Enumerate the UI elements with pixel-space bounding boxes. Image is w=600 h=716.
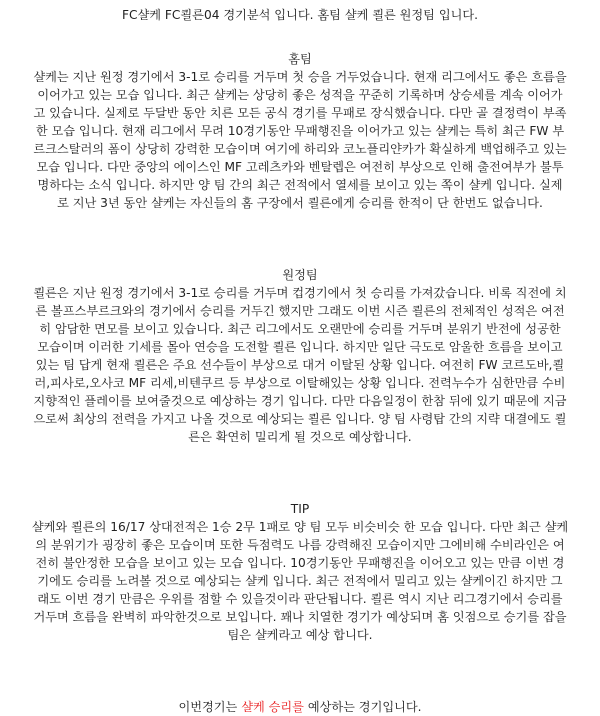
verdict-suffix: 예상하는 경기입니다. <box>303 700 422 714</box>
home-team-heading: 홈팀 <box>288 52 312 66</box>
verdict-prefix: 이번경기는 <box>178 700 242 714</box>
text-line: 기에도 승리를 노려볼 것으로 예상되는 샬케 입니다. 최근 전적에서 밀리고 있는 샬케이긴 하지만 그 <box>37 574 563 588</box>
spacer <box>6 212 594 266</box>
text-line: 의 분위기가 굉장히 좋은 모습이며 또한 득점력도 나름 강력해진 모습이지만 그에비해 수비라인은 여 <box>35 538 565 552</box>
text-line: 이어가고 있는 모습 입니다. 최근 샬케는 상당히 좋은 성적을 꾸준히 기록하며 상승세를 계속 이어가 <box>37 88 563 102</box>
text-line: 으로써 최상의 전력을 가지고 나올 것으로 예상되는 쾰른 입니다. 양 팀 사령탑 간의 지략 대결에도 쾰 <box>33 412 567 426</box>
text-line: 러,피사로,오사코 MF 리세,비텐쿠르 등 부상으로 이탈해있는 상황 입니다. 전력누수가 심한만큼 수비 <box>34 376 566 390</box>
tip-section <box>6 500 594 644</box>
text-line: 거두며 흐름을 완벽히 파악한것으로 보입니다. 꽤나 치열한 경기가 예상되며 홈 잇점으로 승기를 잡을 <box>33 610 567 624</box>
text-line: 한 모습 입니다. 현재 리그에서 무려 10경기동안 무패행진을 이어가고 있는 샬케는 특히 최근 FW 부 <box>35 124 565 138</box>
away-team-heading: 원정팀 <box>282 268 318 282</box>
text-line: 모습이며 이러한 기세를 몰아 연승을 도전할 쾰른 입니다. 하지만 일단 극도로 암울한 흐름을 보이고 <box>37 340 563 354</box>
text-line: 명하다는 소식 입니다. 하지만 양 팀 간의 최근 전적에서 열세를 보이고 있는 쪽이 샬케 입니다. 실제 <box>37 178 563 192</box>
text-line: 팀은 샬케라고 예상 합니다. <box>227 628 373 642</box>
text-line: 른 볼프스부르크와의 경기에서 승리를 거두긴 했지만 그래도 이번 시즌 쾰른의 전체적인 성적은 여전 <box>35 304 565 318</box>
text-line: 른은 확연히 밀리게 될 것으로 예상합니다. <box>188 430 412 444</box>
home-team-analysis <box>6 68 594 212</box>
verdict-highlight: 샬케 승리를 <box>241 700 304 714</box>
away-team-analysis <box>6 284 594 446</box>
page-title: FC샬케 FC쾰른04 경기분석 입니다. 홈팀 샬케 쾰른 원정팀 입니다. <box>121 8 479 22</box>
text-line: 있는 팀 답게 현재 쾰른은 주요 선수들이 부상으로 대거 이탈된 상황 입니다. 여전히 FW 코르도바,쾰 <box>35 358 565 372</box>
text-line: 르크스탈러의 폼이 상당히 강력한 모습이며 여기에 하리와 코노플리얀카가 확실하게 백업해주고 있는 <box>33 142 567 156</box>
text-line: 샬케와 쾰른의 16/17 상대전적은 1승 2무 1패로 양 팀 모두 비슷비슷 한 모습 입니다. 다만 최근 샬케 <box>31 520 569 534</box>
text-line: 전히 불안정한 모습을 보이고 있는 모습 입니다. 10경기동안 무패행진을 이어오고 있는 만큼 이번 경 <box>35 556 565 570</box>
text-line: 래도 이번 경기 만큼은 우위를 점할 수 있을것이라 판단됩니다. 쾰른 역시 지난 리그경기에서 승리를 <box>37 592 563 606</box>
text-line: 샬케는 지난 원정 경기에서 3-1로 승리를 거두며 첫 승을 거두었습니다. 현재 리그에서도 좋은 흐름을 <box>33 70 567 84</box>
spacer <box>6 644 594 698</box>
text-line: 히 암담한 면모를 보이고 있습니다. 최근 리그에서도 오랜만에 승리를 거두며 분위기 반전에 성공한 <box>39 322 561 336</box>
spacer <box>6 24 594 50</box>
prediction-verdict <box>6 698 594 716</box>
tip-analysis <box>6 518 594 644</box>
tip-heading: TIP <box>290 502 310 516</box>
text-line: 로 지난 3년 동안 샬케는 자신들의 홈 구장에서 쾰른에게 승리를 한적이 단 한번도 없습니다. <box>57 196 543 210</box>
text-line: 지향적인 플레이를 보여줄것으로 예상하는 경기 입니다. 다만 다음일정이 한참 뒤에 있기 때문에 지금 <box>33 394 567 408</box>
spacer <box>6 446 594 500</box>
text-line: 쾰른은 지난 원정 경기에서 3-1로 승리를 거두며 컵경기에서 첫 승리를 가져갔습니다. 비록 직전에 치 <box>33 286 567 300</box>
home-team-section <box>6 50 594 212</box>
away-team-section <box>6 266 594 446</box>
text-line: 모습 입니다. 다만 중앙의 에이스인 MF 고레츠카와 벤탈렙은 여전히 부상으로 인해 출전여부가 불투 <box>36 160 564 174</box>
text-line: 고 있습니다. 실제로 두달반 동안 치른 모든 공식 경기를 무패로 장식했습니다. 다만 골 결정력이 부족 <box>33 106 567 120</box>
